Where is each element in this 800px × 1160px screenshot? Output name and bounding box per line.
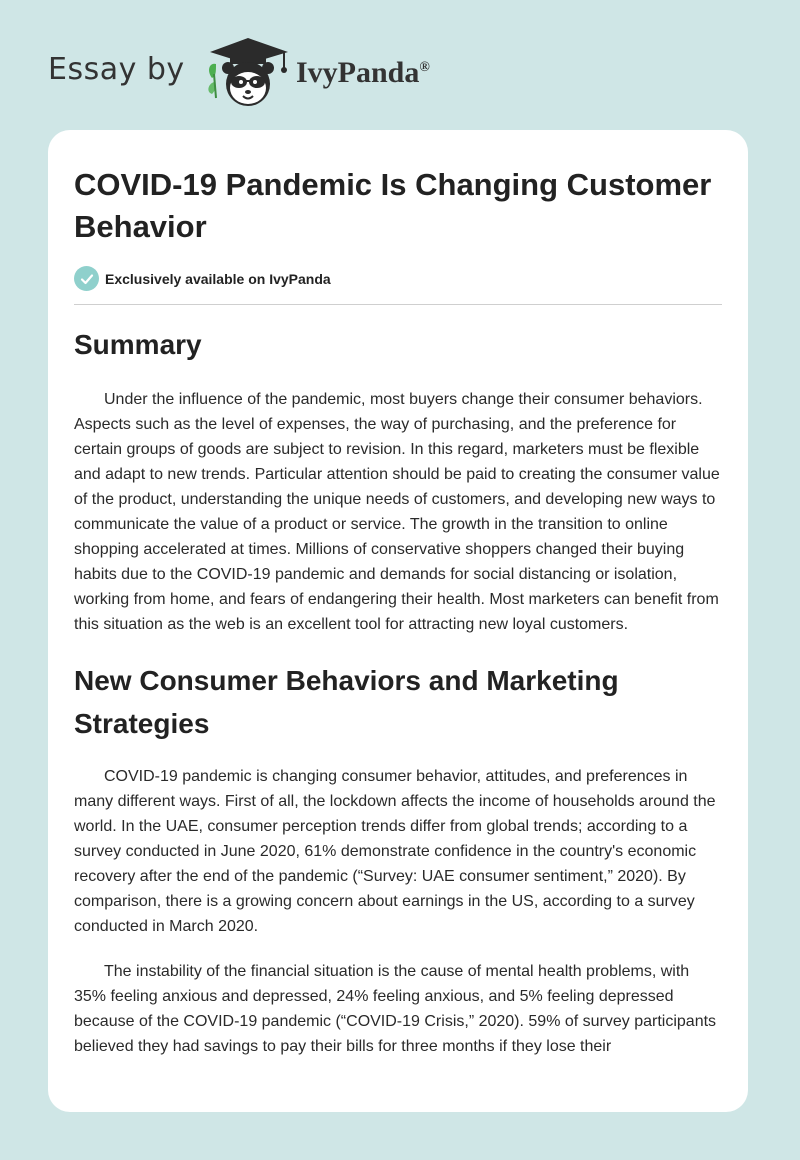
- panda-logo-icon[interactable]: [204, 34, 294, 110]
- title-divider: [74, 304, 722, 305]
- paragraph: Under the influence of the pandemic, most buyers change their consumer behaviors. Aspects such as the level of expenses, the way of purchasing, and the preference for certain groups of goods are subject to revision. In this regard, marketers must be flexible and adapt to new trends. Particular attention should be paid to creating the consumer value of the product, understanding the unique needs of customers, and developing new ways to communicate the value of a product or service. The growth in the transition to online shopping accelerated at times. Millions of conservative shoppers changed their buying habits due to the COVID-19 pandemic and demands for social distancing or isolation, working from home, and fears of endangering their health. Most marketers can benefit from this situation as the web is an excellent tool for attracting new loyal customers.: [74, 391, 720, 633]
- exclusive-badge-label: Exclusively available on IvyPanda: [105, 270, 331, 287]
- brand-name[interactable]: [296, 56, 430, 90]
- exclusive-badge: [74, 266, 724, 291]
- brand-label: IvyPanda: [296, 56, 420, 89]
- section-heading-summary: Summary: [74, 329, 202, 360]
- section-heading-strategies: New Consumer Behaviors and Marketing Strategies: [74, 665, 619, 739]
- essay-by-label: Essay by: [48, 52, 185, 87]
- registered-mark: ®: [419, 60, 430, 75]
- check-circle-icon: [74, 266, 99, 291]
- essay-title: COVID-19 Pandemic Is Changing Customer Behavior: [74, 167, 712, 244]
- site-header: [48, 32, 548, 112]
- paragraph: The instability of the financial situation is the cause of mental health problems, with 35% feeling anxious and depressed, 24% feeling anxious, and 5% feeling depressed because of the COVID-19 pandemic (“COVID-19 Crisis,” 2020). 59% of survey participants believed they had savings to pay their bills for three months if they lose their: [74, 963, 717, 1055]
- essay-card: [48, 130, 748, 1112]
- paragraph: COVID-19 pandemic is changing consumer behavior, attitudes, and preferences in many different ways. First of all, the lockdown affects the income of households around the world. In the UAE, consumer perception trends differ from global trends; according to a survey conducted in June 2020, 61% demonstrate confidence in the country's economic recovery after the end of the pandemic (“Survey: UAE consumer sentiment,” 2020). By comparison, there is a growing concern about earnings in the US, according to a survey conducted in March 2020.: [74, 768, 716, 935]
- essay-content: [74, 164, 724, 1059]
